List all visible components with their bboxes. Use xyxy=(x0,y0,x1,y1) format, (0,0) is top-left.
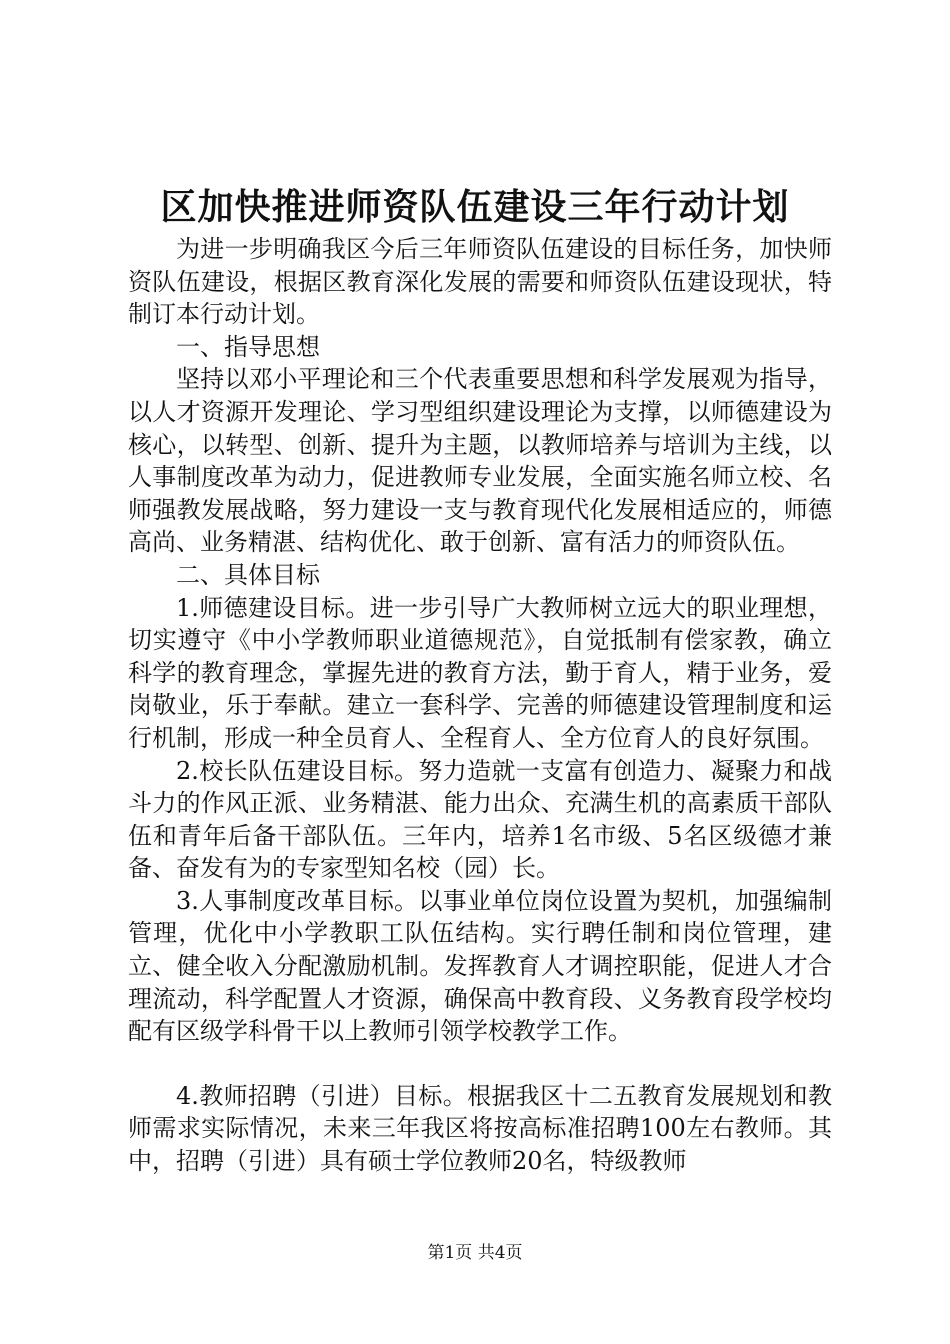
intro-paragraph: 为进一步明确我区今后三年师资队伍建设的目标任务，加快师资队伍建设，根据区教育深化发展的需要和师资队伍建设现状，特制订本行动计划。 xyxy=(128,235,832,329)
document-title: 区加快推进师资队伍建设三年行动计划 xyxy=(160,186,790,228)
guiding-ideology-paragraph: 坚持以邓小平理论和三个代表重要思想和科学发展观为指导，以人才资源开发理论、学习型组织建设理论为支撑，以师德建设为核心，以转型、创新、提升为主题，以教师培养与培训为主线，以人事制度改革为动力，促进教师专业发展，全面实施名师立校、名师强教发展战略，努力建设一支与教育现代化发展相适应的，师德高尚、业务精湛、结构优化、敢于创新、富有活力的师资队伍。 xyxy=(128,365,832,557)
page-number-footer: 第1页 共4页 xyxy=(427,1243,523,1263)
section-heading-specific-goals: 二、具体目标 xyxy=(176,560,320,589)
goal-paragraph-1: 1.师德建设目标。进一步引导广大教师树立远大的职业理想，切实遵守《中小学教师职业道德规范》，自觉抵制有偿家教，确立科学的教育理念，掌握先进的教育方法，勤于育人，精于业务，爱岗敬业，乐于奉献。建立一套科学、完善的师德建设管理制度和运行机制，形成一种全员育人、全程育人、全方位育人的良好氛围。 xyxy=(128,593,832,752)
document-body xyxy=(128,233,832,1178)
goal-paragraph-3: 3.人事制度改革目标。以事业单位岗位设置为契机，加强编制管理，优化中小学教职工队伍结构。实行聘任制和岗位管理，建立、健全收入分配激励机制。发挥教育人才调控职能，促进人才合理流动，科学配置人才资源，确保高中教育段、义务教育段学校均配有区级学科骨干以上教师引领学校教学工作。 xyxy=(128,886,832,1046)
section-heading-guiding-ideology: 一、指导思想 xyxy=(176,332,320,361)
goal-paragraph-4: 4.教师招聘（引进）目标。根据我区十二五教育发展规划和教师需求实际情况，未来三年我区将按高标准招聘100左右教师。其中，招聘（引进）具有硕士学位教师20名，特级教师 xyxy=(128,1081,832,1176)
goal-paragraph-2: 2.校长队伍建设目标。努力造就一支富有创造力、凝聚力和战斗力的作风正派、业务精湛、能力出众、充满生机的高素质干部队伍和青年后备干部队伍。三年内，培养1名市级、5名区级德才兼备、奋发有为的专家型知名校（园）长。 xyxy=(128,756,832,883)
